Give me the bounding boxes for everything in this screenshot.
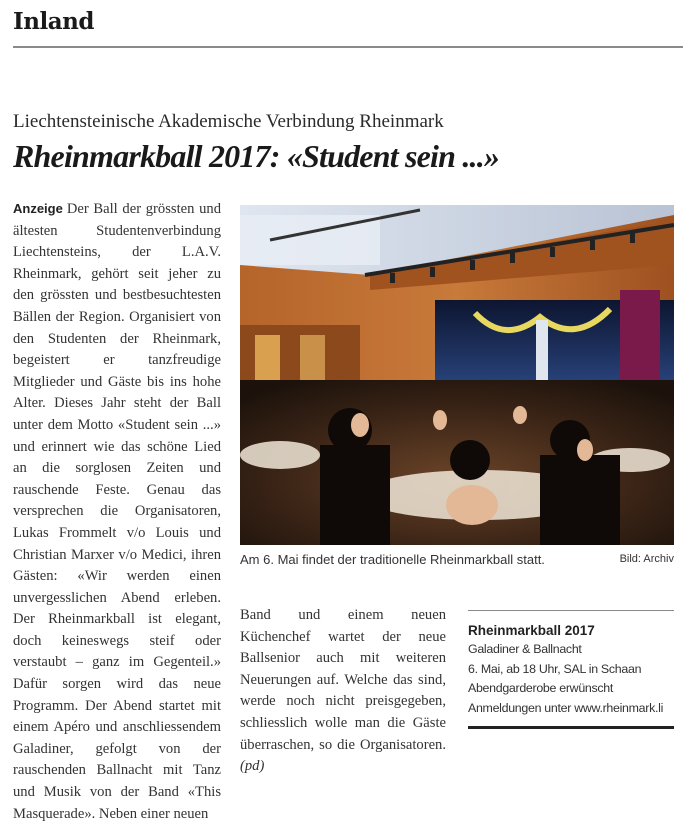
info-line-date: 6. Mai, ab 18 Uhr, SAL in Schaan <box>468 661 642 676</box>
info-box-top-rule <box>468 610 674 611</box>
info-line-registration: Anmeldungen unter www.rheinmark.li <box>468 700 664 715</box>
article-photo <box>240 205 674 545</box>
info-line-dresscode: Abendgarderobe erwünscht <box>468 681 614 695</box>
caption-text: Am 6. Mai findet der traditionelle Rheinmarkball statt. <box>240 552 545 567</box>
event-info-box <box>468 610 674 729</box>
info-line-event: Galadiner & Ballnacht <box>468 642 582 656</box>
ballroom-photo-illustration <box>240 205 674 545</box>
section-divider <box>13 46 683 48</box>
article-kicker: Liechtensteinische Akademische Verbindung Rheinmark <box>13 111 444 132</box>
photo-credit: Bild: Archiv <box>619 553 674 565</box>
photo-caption <box>240 552 674 567</box>
author-signature: (pd) <box>240 758 265 775</box>
article-body-column-1 <box>13 198 221 825</box>
advertisement-label: Anzeige <box>13 201 63 216</box>
article-body-column-2 <box>240 605 446 778</box>
info-box-title: Rheinmarkball 2017 <box>468 623 595 638</box>
info-box-bottom-rule <box>468 726 674 729</box>
body-text-col2: Band und einem neuen Küchenchef wartet der neue Ballsenior auch mit weiteren Neuerungen auf. Welche das sind, werde noch nicht preisgegeben, schliesslich wolle man die Gäste überraschen, so die Organisatoren. <box>240 607 446 753</box>
body-text-col1: Der Ball der grössten und ältesten Studentenverbindung Liechtensteins, der L.A.V. Rheinmark, gehört seit jeher zu den grössten und bestbesuchtesten Bällen der Region. Organisiert von den Studenten der Rheinmark, begeistert er tanzfreudige Mitglieder und Gäste bis ins hohe Alter. Dieses Jahr steht der Ball unter dem Motto «Student sein ...» und erinnert wie das schöne Lied an die sorglosen Zeiten und rauschende Feste. Genau das versprechen die Organisatoren, Lukas Frommelt v/o Louis und Christian Marxer v/o Medici, ihren Gästen: «Wir werden einen unvergesslichen Abend erleben. Der Rheinmarkball ist elegant, doch keineswegs steif oder verstaubt – ganz im Gegenteil.» Dafür sorgen wird das neue Programm. Der Abend startet mit einem Apéro und anschliessendem Galadiner, gefolgt von der rauschenden Ballnacht mit Tanz und Musik von der Band «This Masquerade». Neben einer neuen <box>13 201 221 822</box>
section-title: Inland <box>13 8 94 35</box>
article-headline: Rheinmarkball 2017: «Student sein ...» <box>13 138 500 174</box>
